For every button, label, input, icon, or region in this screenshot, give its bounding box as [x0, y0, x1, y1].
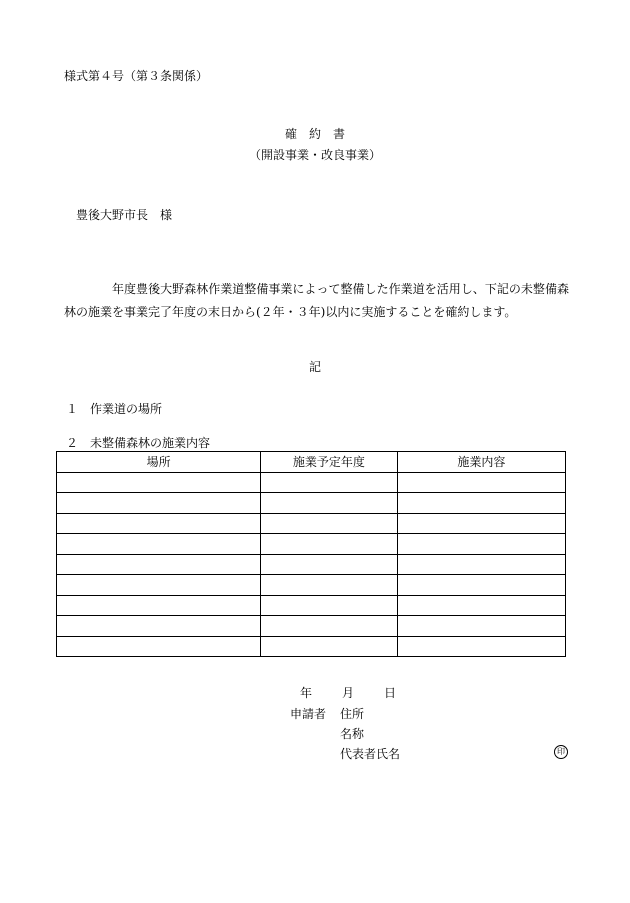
addressee: 豊後大野市長 様 [76, 208, 173, 222]
table-cell [57, 493, 261, 514]
table-row [57, 575, 566, 596]
table-cell [261, 513, 397, 534]
table-cell [261, 616, 397, 637]
table-row [57, 472, 566, 493]
table-cell [261, 554, 397, 575]
item-number: ２ [66, 436, 79, 450]
table-cell [261, 636, 397, 657]
date-year: 年 [300, 686, 313, 700]
body-text: 年度豊後大野森林作業道整備事業によって整備した作業道を活用し、下記の未整備森林の施業を事業完了年度の末日から(２年・３年)以内に実施することを確約します。 [64, 282, 569, 319]
table-cell [57, 534, 261, 555]
table-cell [397, 472, 565, 493]
document-subtitle: （開設事業・改良事業） [248, 148, 381, 162]
table-cell [57, 595, 261, 616]
item-2 [66, 434, 210, 451]
item-label: 未整備森林の施業内容 [90, 436, 211, 450]
table-body [57, 472, 566, 657]
address-label: 住所 [340, 707, 365, 721]
name-label: 名称 [340, 727, 365, 741]
table-row [57, 493, 566, 514]
header-work-content: 施業内容 [397, 452, 565, 473]
item-number: １ [66, 402, 79, 416]
table-cell [397, 595, 565, 616]
table-cell [397, 554, 565, 575]
table-cell [57, 513, 261, 534]
date-day: 日 [384, 686, 397, 700]
form-number: 様式第４号（第３条関係） [64, 69, 209, 83]
table-row [57, 616, 566, 637]
representative-label: 代表者氏名 [340, 747, 401, 761]
table-row [57, 554, 566, 575]
applicant-label: 申請者 [290, 707, 327, 721]
ki-heading: 記 [308, 360, 321, 374]
table-cell [397, 575, 565, 596]
table-cell [261, 595, 397, 616]
table-cell [57, 472, 261, 493]
table-cell [397, 493, 565, 514]
table-cell [57, 616, 261, 637]
item-label: 作業道の場所 [90, 402, 163, 416]
table-cell [261, 575, 397, 596]
table-cell [397, 616, 565, 637]
table-cell [261, 472, 397, 493]
table-cell [57, 636, 261, 657]
forest-work-table [56, 451, 566, 657]
table-cell [261, 493, 397, 514]
table-cell [57, 554, 261, 575]
item-1 [66, 400, 162, 417]
table-cell [397, 636, 565, 657]
document-title: 確 約 書 [284, 127, 345, 141]
table-header-row [57, 452, 566, 473]
table-cell [261, 534, 397, 555]
table-row [57, 636, 566, 657]
table-cell [397, 513, 565, 534]
header-location: 場所 [57, 452, 261, 473]
table-row [57, 595, 566, 616]
table-cell [397, 534, 565, 555]
seal-mark: 印 [554, 745, 568, 759]
forest-work-table-wrap [56, 451, 566, 657]
date-month: 月 [342, 686, 355, 700]
header-planned-year: 施業予定年度 [261, 452, 397, 473]
table-row [57, 513, 566, 534]
date-line [300, 684, 396, 701]
table-cell [57, 575, 261, 596]
table-row [57, 534, 566, 555]
